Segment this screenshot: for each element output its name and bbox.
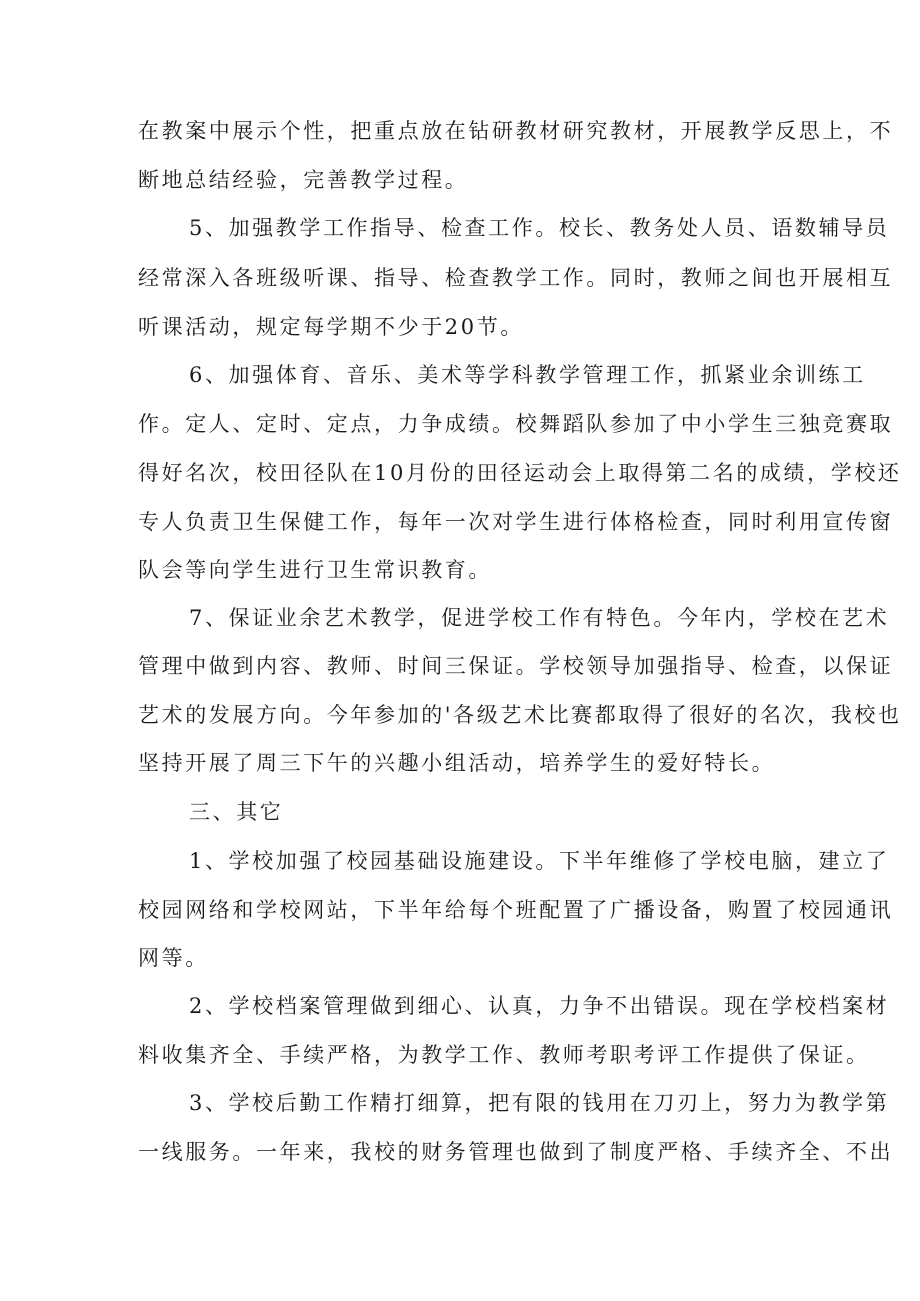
paragraph-line: 6、加强体育、音乐、美术等学科教学管理工作，抓紧业余训练工 [189, 363, 866, 387]
paragraph-line: 作。定人、定时、定点，力争成绩。校舞蹈队参加了中小学生三独竞赛取 [138, 412, 894, 436]
paragraph-line: 2、学校档案管理做到细心、认真，力争不出错误。现在学校档案材 [189, 994, 890, 1018]
paragraph-line: 7、保证业余艺术教学，促进学校工作有特色。今年内，学校在艺术 [189, 606, 890, 630]
paragraph-line: 听课活动，规定每学期不少于20节。 [138, 315, 524, 339]
paragraph-line: 校园网络和学校网站，下半年给每个班配置了广播设备，购置了校园通讯 [138, 898, 894, 922]
paragraph-line: 3、学校后勤工作精打细算，把有限的钱用在刀刃上，努力为教学第 [189, 1091, 890, 1115]
paragraph-line: 经常深入各班级听课、指导、检查教学工作。同时，教师之间也开展相互 [138, 266, 894, 290]
paragraph-line: 5、加强教学工作指导、检查工作。校长、教务处人员、语数辅导员 [189, 216, 890, 240]
paragraph-line: 管理中做到内容、教师、时间三保证。学校领导加强指导、检查，以保证 [138, 654, 894, 678]
paragraph-line: 专人负责卫生保健工作，每年一次对学生进行体格检查，同时利用宣传窗 [138, 510, 894, 534]
paragraph-line: 网等。 [138, 946, 209, 970]
paragraph-line: 1、学校加强了校园基础设施建设。下半年维修了学校电脑，建立了 [189, 849, 890, 873]
paragraph-line: 得好名次，校田径队在10月份的田径运动会上取得第二名的成绩，学校还 [138, 461, 902, 485]
paragraph-line: 一线服务。一年来，我校的财务管理也做到了制度严格、手续齐全、不出 [138, 1140, 894, 1164]
paragraph-line: 在教案中展示个性，把重点放在钻研教材研究教材，开展教学反思上，不 [138, 119, 894, 143]
paragraph-line: 艺术的发展方向。今年参加的'各级艺术比赛都取得了很好的名次，我校也 [138, 703, 902, 727]
paragraph-line: 队会等向学生进行卫生常识教育。 [138, 558, 492, 582]
paragraph-line: 坚持开展了周三下午的兴趣小组活动，培养学生的爱好特长。 [138, 751, 776, 775]
paragraph-line: 料收集齐全、手续严格，为教学工作、教师考职考评工作提供了保证。 [138, 1043, 870, 1067]
section-heading: 三、其它 [189, 800, 284, 824]
paragraph-line: 断地总结经验，完善教学过程。 [138, 168, 469, 192]
